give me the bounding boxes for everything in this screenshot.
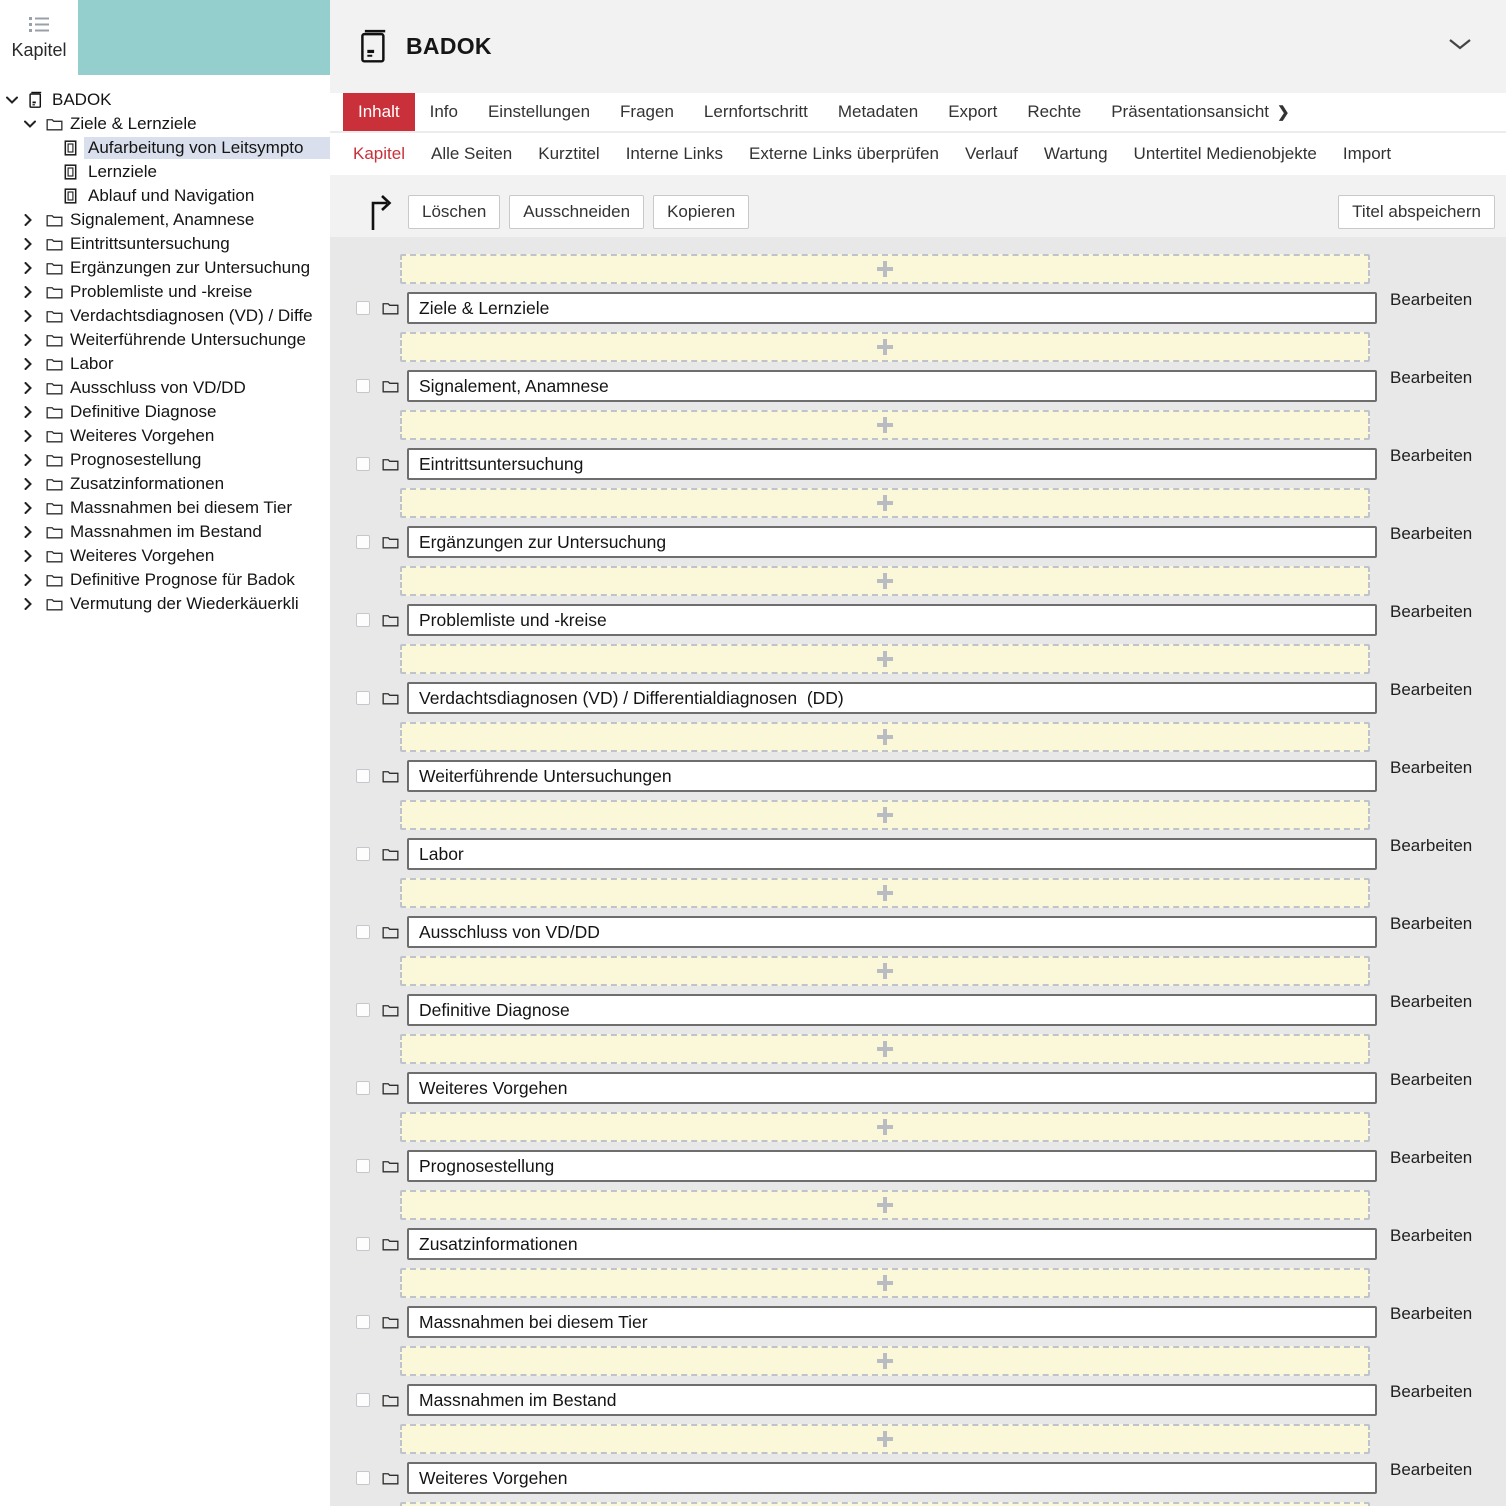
insert-chapter-bar[interactable]: [400, 254, 1370, 284]
chevron-icon[interactable]: [24, 430, 46, 442]
node-icon: [46, 501, 66, 515]
chapter-checkbox[interactable]: [356, 1315, 370, 1329]
plus-icon: [877, 495, 893, 511]
folder-icon: [382, 613, 399, 627]
tab[interactable]: [1012, 93, 1096, 131]
chapter-tree: [0, 88, 330, 616]
tree-item-label: Ausschluss von VD/DD: [70, 378, 246, 397]
chapter-row: [356, 448, 1506, 480]
tree-item[interactable]: [0, 232, 330, 256]
teal-banner: [78, 0, 330, 75]
tree-item-label: Lernziele: [88, 162, 157, 181]
insert-chapter-bar[interactable]: [400, 1268, 1370, 1298]
tree-item-label: Labor: [70, 354, 114, 373]
tree-item-label: Massnahmen im Bestand: [70, 522, 262, 541]
insert-chapter-bar[interactable]: [400, 644, 1370, 674]
node-icon: [46, 237, 66, 251]
tree-item-label: BADOK: [52, 90, 112, 109]
tab-bar: [330, 93, 1506, 133]
tree-item[interactable]: [0, 208, 330, 232]
tree-item-label: Definitive Diagnose: [70, 402, 217, 421]
chapter-row: [356, 916, 1506, 948]
chevron-icon[interactable]: [24, 286, 46, 298]
subtab[interactable]: Kapitel: [353, 144, 405, 163]
folder-icon: [382, 1393, 399, 1407]
chapter-title-input[interactable]: [407, 1228, 1377, 1260]
main-panel: [330, 0, 1506, 1506]
plus-icon: [877, 807, 893, 823]
chapter-row: [356, 1462, 1506, 1494]
tree-item-label: Aufarbeitung von Leitsympto: [84, 137, 330, 159]
chapter-title-input[interactable]: [407, 1150, 1377, 1182]
chevron-icon[interactable]: [24, 550, 46, 562]
plus-icon: [877, 1197, 893, 1213]
plus-icon: [877, 1275, 893, 1291]
subtab[interactable]: Verlauf: [964, 144, 1018, 163]
chapter-title-input[interactable]: [407, 682, 1377, 714]
save-titles-button[interactable]: Titel abspeichern: [1338, 195, 1495, 229]
chevron-icon[interactable]: [24, 120, 46, 128]
chevron-icon[interactable]: [24, 574, 46, 586]
folder-icon: [382, 691, 399, 705]
tab-label: Export: [948, 102, 998, 121]
tree-item[interactable]: [0, 136, 330, 160]
plus-icon: [877, 1119, 893, 1135]
tree-item[interactable]: [0, 376, 330, 400]
edit-link[interactable]: Bearbeiten: [1390, 836, 1473, 855]
tree-item-label: Ablauf und Navigation: [88, 186, 255, 205]
edit-link[interactable]: Bearbeiten: [1390, 446, 1473, 465]
tree-item[interactable]: [0, 400, 330, 424]
folder-icon: [382, 1237, 399, 1251]
edit-link[interactable]: Bearbeiten: [1390, 992, 1473, 1011]
tab[interactable]: [473, 93, 605, 131]
tab[interactable]: [823, 93, 933, 131]
chapter-checkbox[interactable]: [356, 1237, 370, 1251]
insert-chapter-bar[interactable]: [400, 1190, 1370, 1220]
folder-icon: [382, 1003, 399, 1017]
chevron-down-icon[interactable]: [1448, 38, 1472, 50]
insert-chapter-bar[interactable]: [400, 1424, 1370, 1454]
chevron-icon[interactable]: [6, 96, 28, 104]
delete-button[interactable]: Löschen: [408, 195, 500, 229]
tree-item[interactable]: [0, 256, 330, 280]
plus-icon: [877, 261, 893, 277]
subtab[interactable]: Wartung: [1043, 144, 1108, 163]
node-icon: [46, 597, 66, 611]
tree-item[interactable]: [0, 592, 330, 616]
node-icon: [64, 188, 84, 204]
tab[interactable]: [605, 93, 689, 131]
chapter-title-input[interactable]: [407, 1306, 1377, 1338]
chapter-row: [356, 1306, 1506, 1338]
tab-label: Fragen: [620, 102, 674, 121]
node-icon: [46, 357, 66, 371]
folder-icon: [382, 925, 399, 939]
toolbar: [330, 175, 1506, 237]
insert-chapter-bar[interactable]: [400, 1034, 1370, 1064]
tree-item-label: Signalement, Anamnese: [70, 210, 255, 229]
chapter-checkbox[interactable]: [356, 1393, 370, 1407]
chevron-icon[interactable]: [24, 454, 46, 466]
node-icon: [46, 525, 66, 539]
edit-link[interactable]: Bearbeiten: [1390, 368, 1473, 387]
edit-link[interactable]: Bearbeiten: [1390, 914, 1473, 933]
tab-label: Rechte: [1027, 102, 1082, 121]
edit-link[interactable]: Bearbeiten: [1390, 1148, 1473, 1167]
tree-item[interactable]: [0, 352, 330, 376]
node-icon: [64, 164, 84, 180]
sidebar-tab-kapitel[interactable]: [0, 0, 78, 75]
node-icon: [28, 91, 48, 109]
sidebar-header: [0, 0, 330, 75]
tab[interactable]: [415, 93, 473, 131]
tab[interactable]: [343, 93, 415, 131]
chevron-icon[interactable]: [24, 310, 46, 322]
chapter-title-input[interactable]: [407, 604, 1377, 636]
sidebar: [0, 0, 330, 1506]
node-icon: [46, 261, 66, 275]
tree-item-label: Zusatzinformationen: [70, 474, 225, 493]
edit-link[interactable]: Bearbeiten: [1390, 758, 1473, 777]
node-icon: [46, 477, 66, 491]
chapter-title-input[interactable]: [407, 292, 1377, 324]
chapter-list: [330, 237, 1506, 1506]
cut-button[interactable]: Ausschneiden: [509, 195, 644, 229]
folder-icon: [382, 1081, 399, 1095]
tree-item-label: Problemliste und -kreise: [70, 282, 253, 301]
tree-item[interactable]: [0, 184, 330, 208]
tree-item-label: Ergänzungen zur Untersuchung: [70, 258, 311, 277]
insert-chapter-bar[interactable]: [400, 878, 1370, 908]
chevron-icon[interactable]: [24, 526, 46, 538]
tree-item[interactable]: [0, 496, 330, 520]
folder-icon: [382, 769, 399, 783]
tree-item[interactable]: [0, 424, 330, 448]
folder-icon: [382, 1159, 399, 1173]
chapter-title-input[interactable]: [407, 1072, 1377, 1104]
tab-label: Einstellungen: [487, 102, 591, 121]
chapter-row: [356, 370, 1506, 402]
edit-link[interactable]: Bearbeiten: [1390, 602, 1473, 621]
plus-icon: [877, 1353, 893, 1369]
tree-item-label: Massnahmen bei diesem Tier: [70, 498, 293, 517]
page-title: BADOK: [406, 33, 492, 59]
chapter-checkbox[interactable]: [356, 1081, 370, 1095]
chevron-icon[interactable]: [24, 598, 46, 610]
chapter-title-input[interactable]: [407, 370, 1377, 402]
tree-item-label: Weiteres Vorgehen: [70, 546, 215, 565]
tree-item[interactable]: [0, 520, 330, 544]
tab[interactable]: [689, 93, 823, 131]
subtab[interactable]: Kurztitel: [538, 144, 600, 163]
subtab-bar: [330, 133, 1506, 175]
chapter-checkbox[interactable]: [356, 301, 370, 315]
chapter-title-input[interactable]: [407, 760, 1377, 792]
insert-chapter-bar[interactable]: [400, 332, 1370, 362]
book-icon: [358, 28, 389, 65]
insert-chapter-bar[interactable]: [400, 1112, 1370, 1142]
chapter-checkbox[interactable]: [356, 535, 370, 549]
move-arrow-icon: [368, 192, 394, 232]
plus-icon: [877, 885, 893, 901]
chapter-title-input[interactable]: [407, 994, 1377, 1026]
chapter-row: [356, 994, 1506, 1026]
node-icon: [46, 381, 66, 395]
edit-link[interactable]: Bearbeiten: [1390, 1304, 1473, 1323]
subtab[interactable]: Alle Seiten: [430, 144, 513, 163]
node-icon: [46, 549, 66, 563]
edit-link[interactable]: Bearbeiten: [1390, 524, 1473, 543]
insert-chapter-bar[interactable]: [400, 488, 1370, 518]
tree-item[interactable]: [0, 160, 330, 184]
chapter-checkbox[interactable]: [356, 847, 370, 861]
node-icon: [46, 309, 66, 323]
chevron-icon[interactable]: [24, 406, 46, 418]
edit-link[interactable]: Bearbeiten: [1390, 1070, 1473, 1089]
plus-icon: [877, 729, 893, 745]
tree-item-label: Definitive Prognose für Badok: [70, 570, 295, 589]
plus-icon: [877, 573, 893, 589]
chapter-checkbox[interactable]: [356, 691, 370, 705]
node-icon: [46, 453, 66, 467]
chevron-icon[interactable]: [24, 262, 46, 274]
chapter-row: [356, 526, 1506, 558]
chapter-title-input[interactable]: [407, 916, 1377, 948]
tab-label: Info: [429, 102, 458, 121]
chapter-title-input[interactable]: [407, 448, 1377, 480]
chapter-row: [356, 682, 1506, 714]
chapter-checkbox[interactable]: [356, 457, 370, 471]
tree-item[interactable]: [0, 328, 330, 352]
chapter-title-input[interactable]: [407, 1462, 1377, 1494]
chevron-icon[interactable]: [24, 502, 46, 514]
insert-chapter-bar[interactable]: [400, 1346, 1370, 1376]
chapter-row: [356, 604, 1506, 636]
tab-label: Metadaten: [837, 102, 919, 121]
node-icon: [46, 429, 66, 443]
insert-chapter-bar[interactable]: [400, 800, 1370, 830]
edit-link[interactable]: Bearbeiten: [1390, 1382, 1473, 1401]
tree-item-label: Vermutung der Wiederkäuerkli: [70, 594, 299, 613]
chapter-row: [356, 1228, 1506, 1260]
node-icon: [46, 117, 66, 131]
insert-chapter-bar[interactable]: [400, 956, 1370, 986]
node-icon: [46, 285, 66, 299]
tab[interactable]: [933, 93, 1012, 131]
edit-link[interactable]: Bearbeiten: [1390, 290, 1473, 309]
plus-icon: [877, 417, 893, 433]
subtab[interactable]: Interne Links: [625, 144, 724, 163]
chapter-checkbox[interactable]: [356, 1159, 370, 1173]
tree-item[interactable]: [0, 112, 330, 136]
tree-item[interactable]: [0, 88, 330, 112]
edit-link[interactable]: Bearbeiten: [1390, 1460, 1473, 1479]
tree-item-label: Weiteres Vorgehen: [70, 426, 215, 445]
list-icon: [28, 15, 50, 34]
tree-item-label: Eintrittsuntersuchung: [70, 234, 230, 253]
chapter-checkbox[interactable]: [356, 1003, 370, 1017]
tab-label: Präsentationsansicht: [1111, 102, 1270, 121]
node-icon: [46, 405, 66, 419]
chapter-row: [356, 1072, 1506, 1104]
plus-icon: [877, 963, 893, 979]
node-icon: [46, 213, 66, 227]
sidebar-header-label: Kapitel: [11, 39, 67, 60]
insert-chapter-bar[interactable]: [400, 566, 1370, 596]
edit-link[interactable]: Bearbeiten: [1390, 680, 1473, 699]
chapter-checkbox[interactable]: [356, 925, 370, 939]
chevron-icon[interactable]: [24, 214, 46, 226]
chevron-right-icon: ❯: [1277, 104, 1290, 121]
tab[interactable]: [1096, 93, 1304, 131]
chapter-row: [356, 760, 1506, 792]
tab-label: Inhalt: [358, 102, 400, 121]
chapter-row: [356, 1384, 1506, 1416]
chapter-row: [356, 838, 1506, 870]
chevron-icon[interactable]: [24, 382, 46, 394]
folder-icon: [382, 1471, 399, 1485]
tree-item-label: Weiterführende Untersuchunge: [70, 330, 306, 349]
folder-icon: [382, 457, 399, 471]
plus-icon: [877, 651, 893, 667]
chapter-title-input[interactable]: [407, 526, 1377, 558]
folder-icon: [382, 535, 399, 549]
node-icon: [46, 573, 66, 587]
plus-icon: [877, 1041, 893, 1057]
chapter-checkbox[interactable]: [356, 613, 370, 627]
chapter-row: [356, 292, 1506, 324]
chevron-icon[interactable]: [24, 478, 46, 490]
plus-icon: [877, 339, 893, 355]
node-icon: [64, 140, 84, 156]
subtab[interactable]: Untertitel Medienobjekte: [1133, 144, 1317, 163]
subtab[interactable]: Import: [1342, 144, 1392, 163]
chapter-row: [356, 1150, 1506, 1182]
subtab[interactable]: Externe Links überprüfen: [749, 144, 939, 163]
tree-item[interactable]: [0, 448, 330, 472]
folder-icon: [382, 1315, 399, 1329]
chapter-title-input[interactable]: [407, 1384, 1377, 1416]
chapter-title-input[interactable]: [407, 838, 1377, 870]
tab-label: Lernfortschritt: [703, 102, 808, 121]
node-icon: [46, 333, 66, 347]
tree-item[interactable]: [0, 280, 330, 304]
chevron-icon[interactable]: [24, 334, 46, 346]
tree-item[interactable]: [0, 544, 330, 568]
chapter-checkbox[interactable]: [356, 769, 370, 783]
plus-icon: [877, 1431, 893, 1447]
copy-button[interactable]: Kopieren: [653, 195, 749, 229]
tree-item-label: Ziele & Lernziele: [70, 114, 197, 133]
folder-icon: [382, 301, 399, 315]
tree-item-label: Prognosestellung: [70, 450, 202, 469]
chapter-checkbox[interactable]: [356, 379, 370, 393]
insert-chapter-bar[interactable]: [400, 1502, 1370, 1506]
folder-icon: [382, 847, 399, 861]
insert-chapter-bar[interactable]: [400, 722, 1370, 752]
chevron-icon[interactable]: [24, 238, 46, 250]
tree-item[interactable]: [0, 568, 330, 592]
chevron-icon[interactable]: [24, 358, 46, 370]
tree-item[interactable]: [0, 472, 330, 496]
main-header: [330, 0, 1506, 93]
tree-item[interactable]: [0, 304, 330, 328]
folder-icon: [382, 379, 399, 393]
edit-link[interactable]: Bearbeiten: [1390, 1226, 1473, 1245]
chapter-checkbox[interactable]: [356, 1471, 370, 1485]
tree-item-label: Verdachtsdiagnosen (VD) / Diffe: [70, 306, 313, 325]
insert-chapter-bar[interactable]: [400, 410, 1370, 440]
